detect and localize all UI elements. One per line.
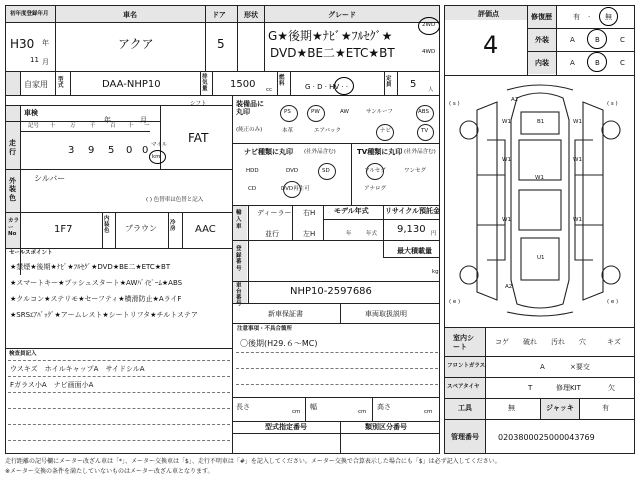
diag-bracket-tr: ( s ) [607, 101, 618, 107]
rating-value: 4 [483, 31, 499, 59]
diag-w1-r1: W1 [573, 119, 582, 125]
diag-bracket-tl: ( s ) [449, 101, 460, 107]
reg-year-label: 初年度登録年月 [10, 11, 49, 17]
color-no-label: カラーNo [8, 218, 20, 238]
spare-item-1: 修理KIT [556, 384, 581, 392]
width-unit: cm [358, 409, 367, 415]
tv-type-label: TV種類に丸印 [357, 148, 403, 156]
model-year-unit2: 年式 [366, 231, 378, 237]
equipment-label: 装備品に丸印 [236, 100, 264, 117]
admin-no: 0203800025000043769 [498, 433, 595, 442]
diag-w1-mid: W1 [535, 175, 544, 181]
equipment-item-0: PS [284, 109, 291, 115]
diag-w1-l1: W1 [502, 119, 511, 125]
model-year-unit: 年 [346, 231, 352, 237]
displacement-label: 排気量 [202, 74, 208, 93]
height-unit: cm [424, 409, 433, 415]
seat-item-1: 破れ [523, 338, 537, 346]
handle-left: 左H [303, 230, 316, 238]
grade-line-1: G★後期★ﾅﾋﾞ★ﾌﾙｾｸﾞ★ [268, 29, 393, 43]
mileage-header-0: 記号 [28, 123, 40, 129]
diag-bracket-br: ( e ) [607, 299, 619, 305]
sales-points-label: セールスポイント [9, 250, 53, 256]
length-unit: cm [292, 409, 301, 415]
footer-line-2: ※メーター交換の条件を満たしていないものはメーター改ざん車となります。 [5, 468, 214, 475]
nav-type-label: ナビ種類に丸印 [244, 148, 293, 156]
dvd-playback-circle [283, 181, 301, 198]
interior-label: 内装色 [104, 216, 110, 235]
reg-month-unit: 月 [42, 58, 49, 66]
exterior-grade-A: A [570, 36, 575, 44]
glass-item-1: ×要交 [570, 363, 590, 371]
nav-type-3: CD [248, 186, 257, 192]
tv-type-note: (社外品含む) [404, 149, 436, 155]
use-label: 自家用 [24, 80, 48, 89]
model-code: DAA-NHP10 [102, 79, 161, 90]
reg-era: H30 [10, 37, 35, 51]
tv-type-1: ワンセグ [404, 168, 427, 174]
rating-label: 評価点 [478, 10, 499, 18]
diag-a2-top: A2 [511, 97, 519, 103]
equipment-item-6: エアバック [314, 128, 342, 134]
import-label: 輸入車 [236, 210, 242, 231]
chassis-label: 車台番号 [236, 283, 242, 308]
equipment-item-3: サンルーフ [366, 109, 393, 115]
mileage-header-1: 十 [50, 123, 56, 129]
nav-type-note: (社外品含む) [304, 149, 336, 155]
mileage-unit-km: km [152, 154, 161, 160]
repair-no-circle [599, 7, 618, 26]
color-note: ( ) 色替車は色替と記入 [146, 197, 204, 203]
chassis-no: NHP10-2597686 [290, 286, 372, 297]
diag-w1-l3: W1 [502, 217, 511, 223]
inspector-label: 検査員記入 [9, 351, 37, 357]
tv-type-2: アナログ [364, 186, 387, 192]
diag-u1: U1 [537, 255, 545, 261]
diag-b1: B1 [537, 119, 545, 125]
exterior-grade-B: B [595, 36, 600, 44]
tv-circle [417, 124, 434, 141]
seat-item-4: キズ [607, 338, 621, 346]
mileage-header-4: 百 [110, 123, 116, 129]
fuel-options: G · D · HV · · [305, 83, 349, 91]
jack-label: ジャッキ [546, 404, 574, 412]
displacement-unit: cc [266, 87, 273, 93]
mileage-digit-0: 3 [68, 145, 75, 156]
inspection-year: 年 [104, 116, 111, 124]
fuel-label: 燃料 [279, 75, 285, 88]
sales-point-1: ★スマートキー★プッシュスタート★AWﾊﾞｲﾋﾟｰﾑ★ABS [10, 279, 183, 287]
admin-no-label: 管理番号 [451, 433, 479, 441]
reg-no-label: 登録番号 [236, 246, 242, 272]
doors-label: ドア [212, 11, 226, 19]
interior-grade-label: 内装 [535, 59, 549, 67]
inspector-note-0: ウスキズ ホイルキャップA サイドシルA [10, 365, 145, 373]
seat-item-3: 穴 [579, 338, 586, 346]
mileage-header-2: 万 [70, 123, 76, 129]
manual-label: 車両取扱説明 [365, 310, 407, 318]
equipment-item-2: AW [340, 109, 349, 115]
diag-w1-r2: W1 [573, 157, 582, 163]
diag-w1-l2: W1 [502, 157, 511, 163]
drive-4wd: 4WD [422, 49, 436, 55]
model-label: 型式 [58, 77, 64, 89]
glass-item-0: A [540, 363, 545, 371]
equipment-item-5: 本革 [282, 128, 294, 134]
reg-year-unit: 年 [42, 39, 49, 47]
exterior-color: シルバー [34, 174, 66, 183]
mileage-label: 走行 [9, 139, 16, 157]
model-year-label: モデル年式 [334, 207, 369, 215]
fullseg-circle [366, 163, 384, 180]
exterior-grade-circle [587, 29, 607, 49]
mileage-header-3: 千 [90, 123, 96, 129]
equipment-item-4: ABS [418, 109, 429, 115]
seat-label: 室内シート [453, 334, 474, 352]
seat-item-2: 汚れ [551, 338, 565, 346]
sales-point-3: ★SRSｴｱﾊﾞｯｸﾞ★アームレスト★シートリフタ★チルトステア [10, 311, 198, 319]
sd-circle [318, 163, 336, 180]
shape-label: 形状 [244, 11, 258, 19]
spare-item-2: 欠 [608, 384, 615, 392]
mileage-digit-4: 0 [142, 145, 149, 156]
car-name: アクア [118, 37, 154, 51]
sales-point-0: ★禁煙★後期★ﾅﾋﾞ★ﾌﾙｾｸﾞ★DVD★BE二★ETC★BT [10, 263, 171, 271]
repair-label: 修復歴 [531, 13, 552, 21]
color-no: 1F7 [54, 224, 73, 235]
displacement: 1500 [230, 79, 256, 90]
exterior-label: 外装色 [9, 177, 16, 202]
drive-2wd: 2WD [422, 22, 436, 28]
mileage-digit-1: 9 [88, 145, 95, 156]
width-label: 幅 [310, 403, 317, 411]
max-load-label: 最大積載量 [397, 247, 432, 255]
sales-point-2: ★クルコン★ステリモ★セーフティ★横滑防止★AライF [10, 295, 182, 303]
inspection-month: 月 [140, 116, 147, 124]
glass-label: フロントガラス [447, 363, 486, 369]
category-label: 類別区分番号 [365, 423, 407, 431]
mileage-digit-2: 5 [108, 145, 115, 156]
equipment-item-7: ナビ [380, 128, 392, 134]
pw-circle [307, 105, 325, 122]
repair-no: 無 [605, 13, 612, 21]
parallel-label: 並行 [265, 230, 279, 238]
interior-color: ブラウン [125, 224, 157, 233]
capacity-label: 定員 [386, 76, 392, 89]
tv-type-0: フルセグ [364, 168, 386, 174]
jack-value: 有 [602, 404, 609, 412]
equipment-sub: (純正のみ) [236, 127, 263, 133]
equipment-item-8: TV [421, 128, 429, 134]
ac-label: 冷房 [170, 220, 176, 233]
diag-a2-bottom: A2 [505, 284, 513, 290]
mileage-header-6: 一 [144, 123, 150, 129]
interior-grade-A: A [570, 59, 575, 67]
nav-type-2: SD [322, 168, 330, 174]
interior-grade-C: C [620, 59, 625, 67]
car-diagram-svg [447, 80, 633, 320]
fuel-hv-circle [334, 77, 354, 95]
grade-line-2: DVD★BE二★ETC★BT [270, 46, 395, 60]
recycle-amount: 9,130 [397, 224, 426, 235]
doors: 5 [217, 37, 225, 51]
diag-w1-r3: W1 [573, 217, 582, 223]
ps-circle [280, 105, 298, 122]
repair-separator: · [588, 13, 591, 21]
warranty-label: 新車保証書 [268, 310, 303, 318]
capacity: 5 [410, 79, 417, 90]
recycle-label: リサイクル預託金 [385, 207, 441, 215]
nav-type-0: HDD [246, 168, 259, 174]
footer-line-1: 走行距離の記号欄にメーター改ざん車は「*」、メーター交換車は「$」、走行不明車は「#」を記入してください。メーター交換で合算表示した場合にも「$」は必ず記入してください。 [5, 458, 501, 465]
car-name-label: 車名 [123, 11, 137, 19]
grade-label: グレード [328, 11, 356, 19]
recycle-unit: 円 [431, 231, 437, 237]
tools-label: 工具 [458, 404, 472, 412]
type-designation-label: 型式指定番号 [265, 423, 307, 431]
shift-value: FAT [188, 131, 209, 145]
reg-month-value: 11 [30, 56, 39, 64]
interior-grade-circle [587, 52, 607, 72]
ac-value: AAC [195, 224, 216, 235]
nav-type-4: DVD再生可 [281, 186, 310, 192]
car-body-diagram [447, 80, 633, 320]
dealer-label: ディーラー [257, 209, 292, 217]
mileage-unit-mile: マイル [151, 142, 168, 148]
exterior-grade-C: C [620, 36, 625, 44]
length-label: 長さ [236, 403, 250, 411]
shift-label: シフト [190, 101, 207, 107]
height-label: 高さ [377, 403, 391, 411]
equipment-item-1: PW [311, 109, 320, 115]
mileage-header-5: 十 [128, 123, 134, 129]
abs-circle [416, 105, 434, 122]
interior-grade-B: B [595, 59, 600, 67]
handle-right: 右H [303, 209, 316, 217]
seat-item-0: コゲ [495, 338, 509, 346]
spare-item-0: T [528, 384, 533, 392]
navi-circle [376, 124, 394, 141]
max-load-unit: kg [432, 269, 439, 275]
exterior-grade-label: 外装 [535, 36, 549, 44]
mileage-digit-3: 0 [126, 145, 133, 156]
inspector-note-1: Fガラス小A ナビ画面小A [10, 381, 94, 389]
inspection-label: 車検 [24, 109, 38, 117]
diag-bracket-bl: ( e ) [449, 299, 461, 305]
tools-value: 無 [508, 404, 515, 412]
capacity-unit: 人 [428, 87, 434, 93]
repair-yes: 有 [573, 13, 580, 21]
spare-label: スペアタイヤ [447, 384, 480, 390]
nav-type-1: DVD [286, 168, 299, 174]
notes-value: 〇後期(H29.６～MC) [240, 339, 318, 348]
notes-label: 注意事項・不具合箇所 [237, 326, 293, 332]
